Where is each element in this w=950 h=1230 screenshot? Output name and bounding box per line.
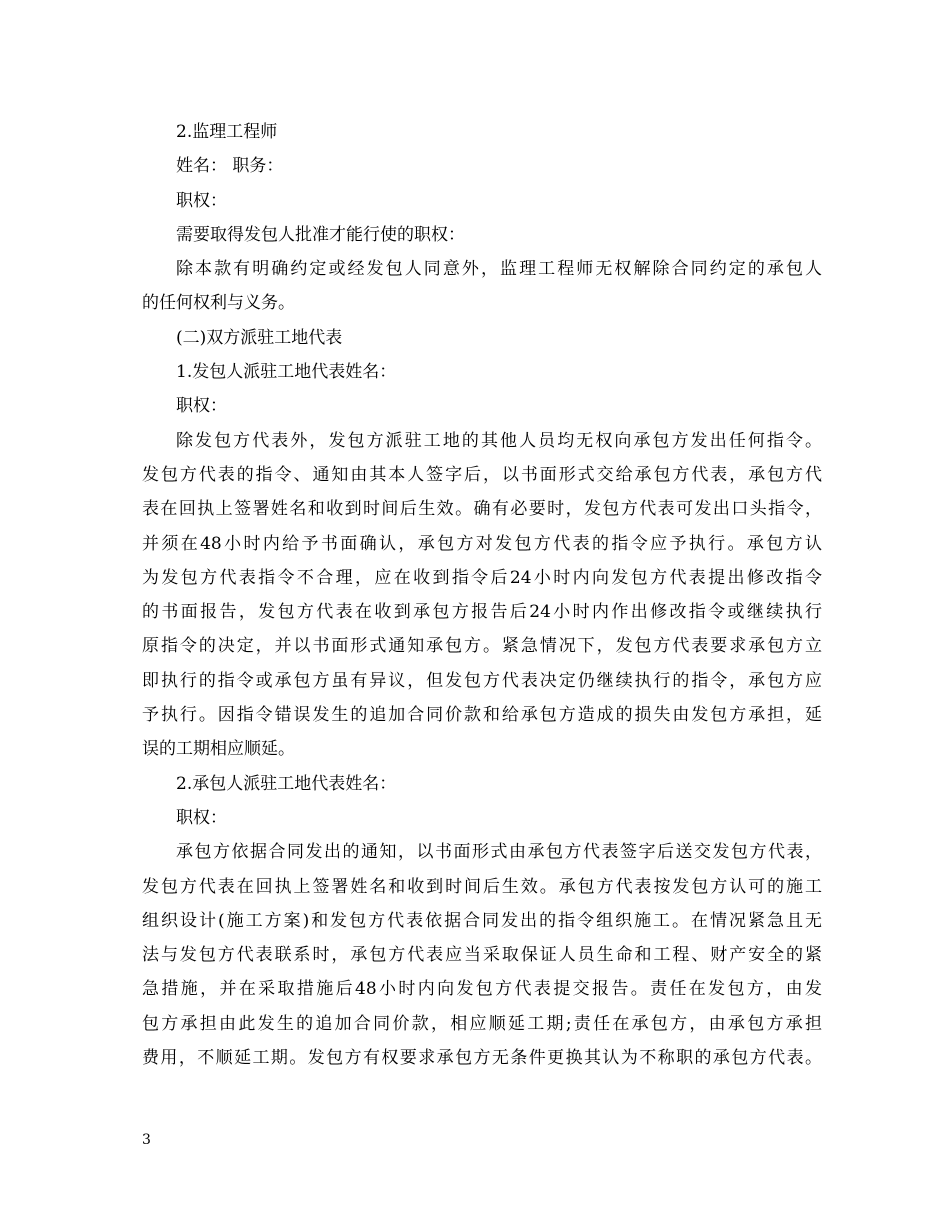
text-line: 发包方代表在回执上签署姓名和收到时间后生效。承包方代表按发包方认可的施工 bbox=[142, 876, 822, 897]
heading-employer-representative: 1.发包人派驻工地代表姓名： bbox=[176, 362, 397, 383]
field-authority: 职权： bbox=[176, 396, 227, 417]
field-authority: 职权： bbox=[176, 807, 227, 828]
text-line: 除发包方代表外，发包方派驻工地的其他人员均无权向承包方发出任何指令。 bbox=[176, 430, 822, 451]
text-line: 并须在48小时内给予书面确认，承包方对发包方代表的指令应予执行。承包方认 bbox=[142, 533, 822, 554]
document-body bbox=[142, 115, 822, 1075]
text-line: 费用，不顺延工期。发包方有权要求承包方无条件更换其认为不称职的承包方代表。 bbox=[142, 1048, 822, 1069]
text-line: 的书面报告，发包方代表在收到承包方报告后24小时内作出修改指令或继续执行 bbox=[142, 602, 822, 623]
text-line: 即执行的指令或承包方虽有异议，但发包方代表决定仍继续执行的指令，承包方应 bbox=[142, 670, 822, 691]
text-line: 发包方代表的指令、通知由其本人签字后，以书面形式交给承包方代表，承包方代 bbox=[142, 464, 822, 485]
heading-contractor-representative: 2.承包人派驻工地代表姓名： bbox=[176, 773, 397, 794]
text-line: 承包方依据合同发出的通知，以书面形式由承包方代表签字后送交发包方代表， bbox=[176, 842, 822, 863]
text-line: 为发包方代表指令不合理，应在收到指令后24小时内向发包方代表提出修改指令 bbox=[142, 567, 822, 588]
text-line: 表在回执上签署姓名和收到时间后生效。确有必要时，发包方代表可发出口头指令， bbox=[142, 499, 822, 520]
text-line: 法与发包方代表联系时，承包方代表应当采取保证人员生命和工程、财产安全的紧 bbox=[142, 945, 822, 966]
text-line: 的任何权利与义务。 bbox=[142, 293, 295, 314]
text-line: 需要取得发包人批准才能行使的职权： bbox=[176, 224, 465, 245]
text-line: 组织设计(施工方案)和发包方代表依据合同发出的指令组织施工。在情况紧急且无 bbox=[142, 910, 822, 931]
text-line: 包方承担由此发生的追加合同价款，相应顺延工期;责任在承包方，由承包方承担 bbox=[142, 1013, 822, 1034]
text-line: 予执行。因指令错误发生的追加合同价款和给承包方造成的损失由发包方承担，延 bbox=[142, 705, 822, 726]
field-name-position: 姓名： 职务： bbox=[176, 156, 284, 177]
page-number: 3 bbox=[142, 1132, 151, 1148]
text-line: 急措施，并在采取措施后48小时内向发包方代表提交报告。责任在发包方，由发 bbox=[142, 979, 822, 1000]
section-heading-site-representatives: (二)双方派驻工地代表 bbox=[176, 327, 343, 348]
text-line: 除本款有明确约定或经发包人同意外，监理工程师无权解除合同约定的承包人 bbox=[176, 259, 822, 280]
field-authority: 职权： bbox=[176, 190, 227, 211]
text-line: 误的工期相应顺延。 bbox=[142, 739, 295, 760]
text-line: 原指令的决定，并以书面形式通知承包方。紧急情况下，发包方代表要求承包方立 bbox=[142, 636, 822, 657]
heading-supervising-engineer: 2.监理工程师 bbox=[176, 122, 278, 142]
